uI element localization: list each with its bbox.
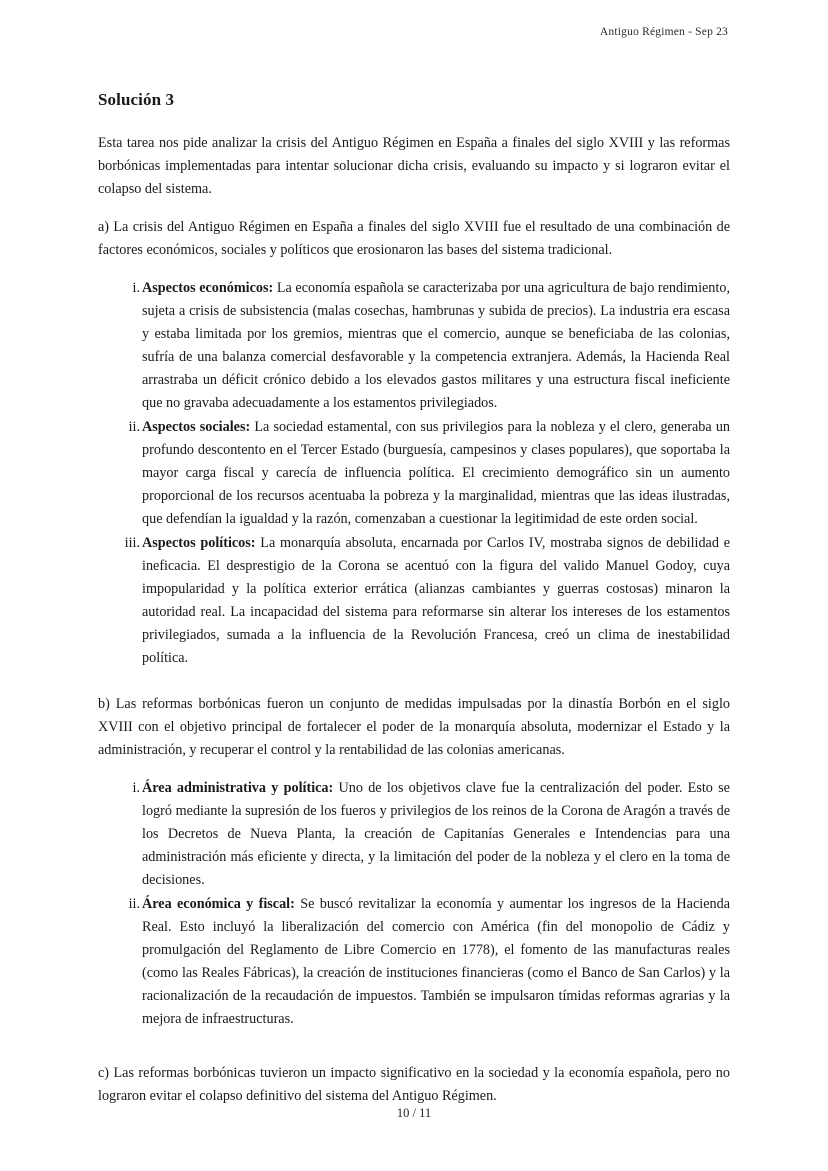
list-item-text: Se buscó revitalizar la economía y aumentar los ingresos de la Hacienda Real. Esto incluyó la liberalización del comercio con América (fin del monopolio de Cádiz y promulgación del Reglamento de Libre Comercio en 1778), el fomento de las manufacturas reales (como las Reales Fábricas), la creación de instituciones financieras (como el Banco de San Carlos) y la racionalización de la recaudación de impuestos. También se impulsaron tímidas reformas agrarias y la mejora de infraestructuras. bbox=[142, 896, 730, 1027]
list-item bbox=[120, 277, 730, 415]
running-head: Antiguo Régimen - Sep 23 bbox=[599, 26, 728, 38]
section-gap bbox=[98, 671, 730, 693]
list-marker: i. bbox=[132, 780, 140, 796]
page-number: 10 / 11 bbox=[396, 1106, 432, 1120]
list-item-text: La economía española se caracterizaba por una agricultura de bajo rendimiento, sujeta a crisis de subsistencia (malas cosechas, hambrunas y subida de precios). La industria era escasa y estaba limitada por los gremios, mientras que el comercio, aunque se beneficiaba de las colonias, sufría de una balanza comercial desfavorable y la competencia extranjera. Además, la Hacienda Real arrastraba un déficit crónico debido a los elevados gastos militares y una estructura fiscal ineficiente que no gravaba adecuadamente a los estamentos privilegiados. bbox=[142, 280, 730, 411]
conclusion-paragraph: c) Las reformas borbónicas tuvieron un impacto significativo en la sociedad y la economía española, pero no lograron evitar el colapso definitivo del sistema del Antiguo Régimen. bbox=[98, 1065, 730, 1104]
list-item bbox=[120, 532, 730, 670]
list-item bbox=[120, 416, 730, 531]
list-item bbox=[120, 777, 730, 892]
list-item-text: Uno de los objetivos clave fue la centralización del poder. Esto se logró mediante la supresión de los fueros y privilegios de los reinos de la Corona de Aragón a través de los Decretos de Nueva Planta, la creación de Capitanías Generales e Intendencias para una administración más eficiente y directa, y la limitación del poder de la nobleza y el clero en la toma de decisiones. bbox=[142, 780, 730, 888]
list-item-lead: Área económica y fiscal: bbox=[142, 896, 295, 912]
list-item-lead: Área administrativa y política: bbox=[142, 780, 334, 796]
list-marker: ii. bbox=[128, 896, 140, 912]
list-item-text: La monarquía absoluta, encarnada por Carlos IV, mostraba signos de debilidad e ineficacia. El desprestigio de la Corona se acentuó con la figura del valido Manuel Godoy, cuya impopularidad y la política exterior errática (alianzas cambiantes y guerras costosas) minaron la autoridad real. La incapacidad del sistema para reformarse sin alterar los intereses de los estamentos privilegiados, sumada a la influencia de la Revolución Francesa, creó un clima de inestabilidad política. bbox=[142, 535, 730, 666]
list-marker: iii. bbox=[124, 535, 140, 551]
page-title: Solución 3 bbox=[98, 90, 175, 109]
list-item-lead: Aspectos económicos: bbox=[142, 280, 274, 296]
list-marker: i. bbox=[132, 280, 140, 296]
conclusion-gap bbox=[98, 1032, 730, 1062]
section-b-list bbox=[98, 777, 730, 1031]
list-marker: ii. bbox=[128, 419, 140, 435]
intro-paragraph: Esta tarea nos pide analizar la crisis del Antiguo Régimen en España a finales del siglo XVIII y las reformas borbónicas implementadas para intentar solucionar dicha crisis, evaluando su impacto y si lograron evitar el colapso del sistema. bbox=[98, 135, 730, 197]
list-item-lead: Aspectos sociales: bbox=[142, 419, 251, 435]
section-b-intro: b) Las reformas borbónicas fueron un conjunto de medidas impulsadas por la dinastía Borbón en el siglo XVIII con el objetivo principal de fortalecer el poder de la monarquía absoluta, modernizar el Estado y la administración, y recuperar el control y la rentabilidad de las colonias americanas. bbox=[98, 696, 730, 758]
list-item-text: La sociedad estamental, con sus privilegios para la nobleza y el clero, generaba un profundo descontento en el Tercer Estado (burguesía, campesinos y clases populares), que soportaba la mayor carga fiscal y carecía de influencia política. El crecimiento demográfico sin un aumento proporcional de los recursos acentuaba la pobreza y la marginalidad, mientras que las ideas ilustradas, que defendían la igualdad y la razón, comenzaban a cuestionar la legitimidad de este orden social. bbox=[142, 419, 731, 527]
section-a-intro: a) La crisis del Antiguo Régimen en España a finales del siglo XVIII fue el resultado de una combinación de factores económicos, sociales y políticos que erosionaron las bases del sistema tradicional. bbox=[98, 219, 730, 258]
list-item bbox=[120, 893, 730, 1031]
section-a-list bbox=[98, 277, 730, 670]
list-item-lead: Aspectos políticos: bbox=[142, 535, 256, 551]
